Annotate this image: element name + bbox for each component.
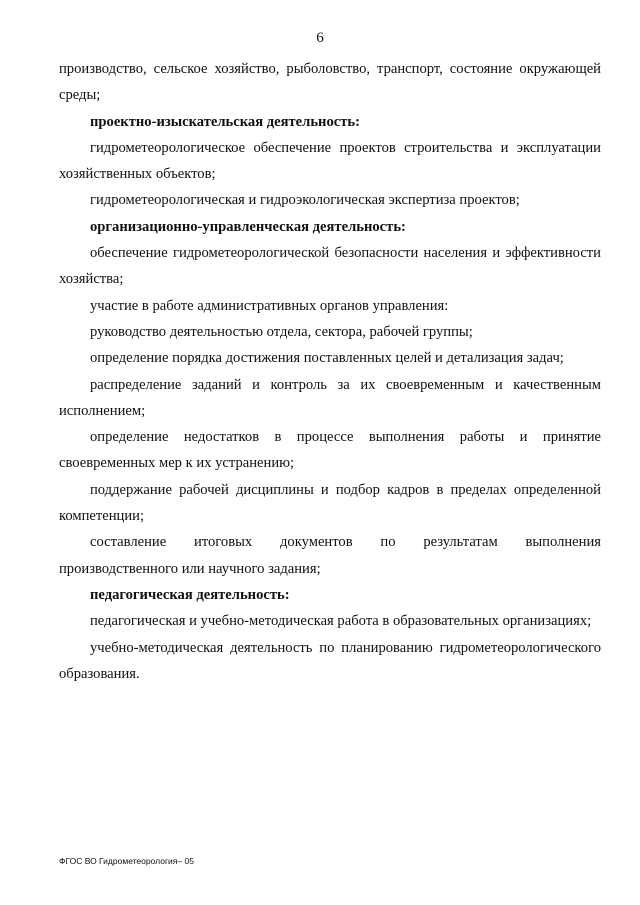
section-heading-pedagogy: педагогическая деятельность:	[90, 586, 290, 603]
list-item: педагогическая и учебно-методическая работа в образовательных организациях;	[90, 613, 592, 630]
list-item: гидрометеорологическое обеспечение проектов строительства и эксплуатации хозяйственных объектов;	[59, 139, 601, 183]
list-item: участие в работе административных органов управления:	[90, 297, 449, 314]
list-item: распределение заданий и контроль за их своевременным и качественным исполнением;	[59, 376, 601, 419]
page-footer: ФГОС ВО Гидрометеорология– 05	[59, 856, 194, 866]
paragraph-continuation: производство, сельское хозяйство, рыболовство, транспорт, состояние окружающей среды;	[59, 61, 601, 104]
list-item: определение порядка достижения поставленных целей и детализация задач;	[90, 350, 564, 367]
section-heading-design-survey: проектно-изыскательская деятельность:	[90, 113, 360, 130]
list-item: определение недостатков в процессе выполнения работы и принятие своевременных мер к их устранению;	[59, 429, 601, 472]
document-body	[59, 56, 601, 687]
list-item: учебно-методическая деятельность по планированию гидрометеорологического образования.	[59, 639, 601, 682]
list-item: руководство деятельностью отдела, сектора, рабочей группы;	[90, 323, 473, 340]
list-item: составление итоговых документов по результатам выполнения производственного или научного задания;	[59, 534, 601, 577]
section-heading-management: организационно-управленческая деятельность:	[90, 218, 406, 235]
list-item: гидрометеорологическая и гидроэкологическая экспертиза проектов;	[90, 192, 520, 209]
list-item: обеспечение гидрометеорологической безопасности населения и эффективности хозяйства;	[59, 245, 601, 288]
page-number: 6	[316, 30, 324, 46]
list-item: поддержание рабочей дисциплины и подбор кадров в пределах определенной компетенции;	[59, 481, 601, 525]
